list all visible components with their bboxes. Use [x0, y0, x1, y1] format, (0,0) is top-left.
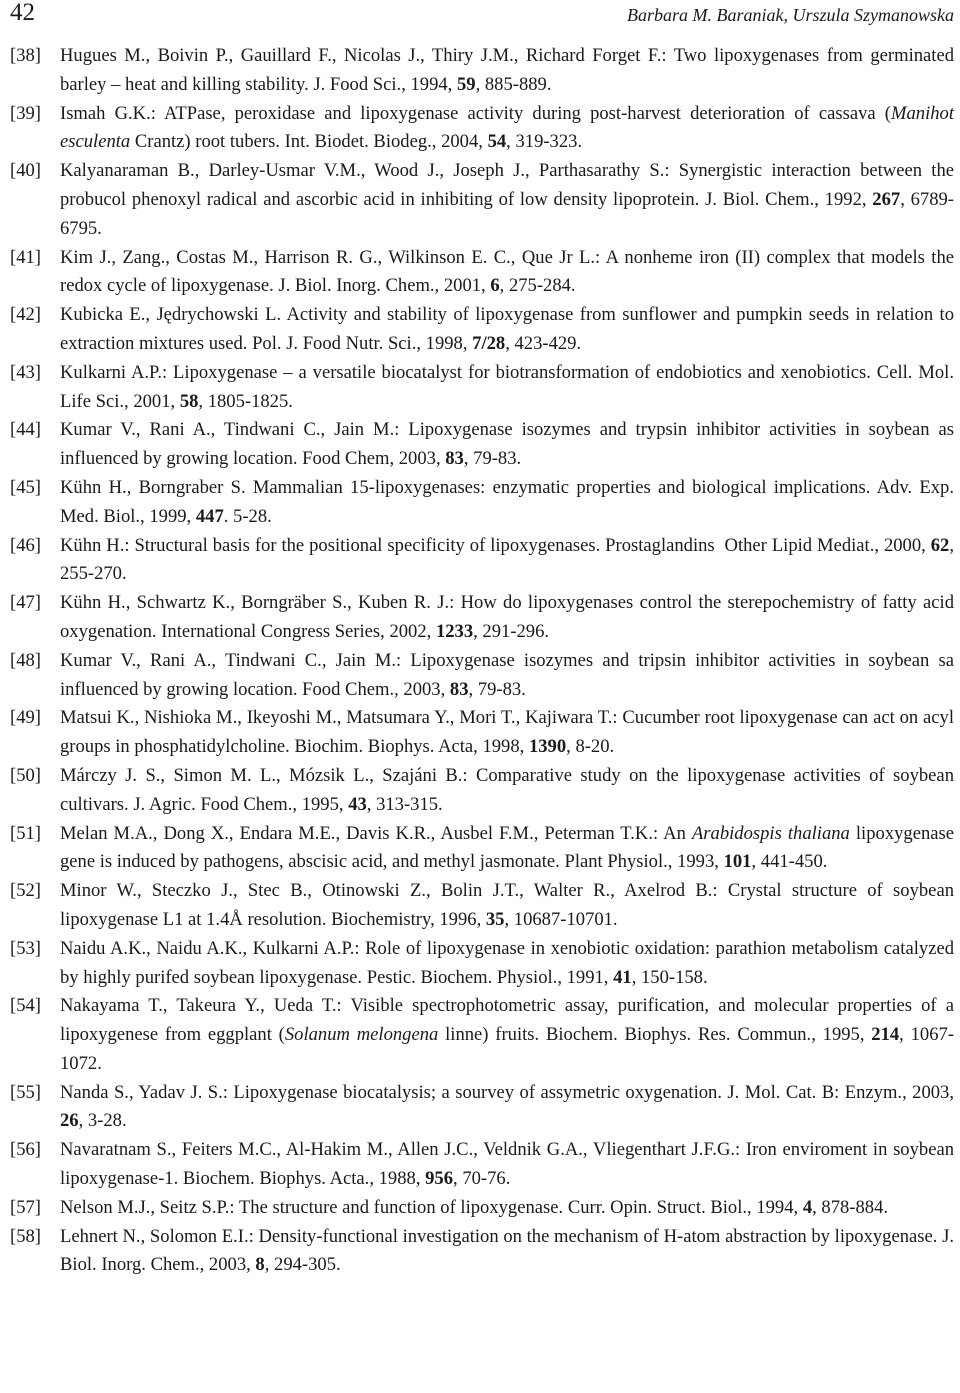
reference-segment: Nelson M.J., Seitz S.P.: The structure and function of lipoxygenase. Curr. Opin. Struct. Biol., 1994,	[60, 1196, 803, 1218]
reference-item	[10, 762, 959, 820]
reference-segment: Nanda S., Yadav J. S.: Lipoxygenase biocatalysis; a sourvey of assymetric oxygenation. J. Mol. Cat. B: Enzym., 2003,	[60, 1081, 959, 1103]
reference-item	[10, 244, 959, 302]
reference-segment: Kubicka E., Jędrychowski L. Activity and stability of lipoxygenase from sunflower and pumpkin seeds in relation to extraction mixtures used. Pol. J. Food Nutr. Sci., 1998,	[60, 304, 959, 354]
reference-number: [46]	[10, 534, 41, 556]
reference-number: [50]	[10, 764, 41, 786]
reference-volume: 83	[449, 678, 469, 700]
reference-item	[10, 416, 959, 474]
reference-number: [44]	[10, 419, 41, 441]
reference-segment: lipoxygenase gene is induced by pathogens, abscisic acid, and methyl jasmonate. Plant Physiol., 1993,	[60, 822, 959, 873]
reference-item	[10, 474, 959, 532]
reference-segment: Hugues M., Boivin P., Gauillard F., Nicolas J., Thiry J.M., Richard Forget F.: Two lipoxygenases from germinated barley – heat and killing stability. J. Food Sci., 1994,	[60, 45, 959, 95]
reference-item	[10, 157, 959, 243]
reference-volume: 54	[487, 131, 507, 153]
reference-item	[10, 1079, 959, 1137]
reference-segment: Minor W., Steczko J., Stec B., Otinowski Z., Bolin J.T., Walter R., Axelrod B.: Crystal structure of soybean lipoxygenase L1 at 1.4Å resolution. Biochemistry, 1996,	[60, 880, 959, 930]
reference-item	[10, 42, 959, 100]
reference-text	[60, 535, 959, 585]
reference-item	[10, 935, 959, 993]
reference-volume: 267	[872, 188, 901, 210]
reference-volume: 101	[723, 851, 752, 873]
reference-volume: 83	[445, 448, 464, 470]
reference-segment: , 885-889.	[475, 73, 552, 95]
reference-number: [39]	[10, 102, 41, 124]
reference-segment: Kühn H., Borngraber S. Mammalian 15-lipoxygenases: enzymatic properties and biological implications. Adv. Exp. Med. Biol., 1999,	[60, 476, 959, 527]
reference-segment: , 10687-10701.	[504, 908, 618, 930]
reference-volume: 43	[348, 793, 367, 815]
reference-volume: 8	[255, 1254, 265, 1276]
reference-text	[60, 304, 959, 354]
reference-text	[60, 1082, 959, 1132]
reference-volume: 26	[60, 1110, 79, 1132]
reference-segment: , 3-28.	[78, 1110, 127, 1132]
reference-number: [55]	[10, 1081, 41, 1103]
reference-number: [47]	[10, 592, 41, 614]
reference-segment: Ismah G.K.: ATPase, peroxidase and lipoxygenase activity during post-harvest deterioration of cassava (	[60, 102, 891, 124]
reference-segment: , 70-76.	[453, 1168, 511, 1190]
reference-volume: 214	[871, 1024, 900, 1046]
reference-number: [51]	[10, 822, 41, 844]
reference-segment: , 319-323.	[506, 131, 583, 153]
reference-segment: , 294-305.	[264, 1254, 341, 1276]
reference-text	[60, 1226, 959, 1276]
reference-text	[60, 765, 959, 815]
reference-italic-term: Manihot esculenta	[60, 102, 959, 153]
reference-list	[10, 42, 959, 1280]
reference-item	[10, 1194, 954, 1223]
reference-segment: Navaratnam S., Feiters M.C., Al-Hakim M., Allen J.C., Veldnik G.A., Vliegenthart J.F.G.: Iron enviroment in soybean lipoxygenase-1. Biochem. Biophys. Acta., 1988,	[60, 1139, 959, 1190]
reference-text	[60, 477, 959, 527]
reference-segment: , 441-450.	[751, 851, 828, 873]
reference-volume: 58	[179, 390, 199, 412]
reference-number: [41]	[10, 246, 41, 268]
reference-text	[60, 995, 959, 1074]
reference-segment: , 291-296.	[473, 620, 550, 642]
reference-item	[10, 589, 959, 647]
reference-text	[60, 45, 959, 95]
reference-segment: , 1067-1072.	[60, 1024, 954, 1074]
reference-volume: 7/28	[472, 332, 506, 354]
reference-text	[60, 938, 959, 988]
reference-volume: 1390	[528, 736, 567, 758]
reference-item	[10, 532, 959, 590]
reference-segment: linne) fruits. Biochem. Biophys. Res. Commun., 1995,	[438, 1024, 872, 1046]
reference-segment: , 275-284.	[499, 275, 576, 297]
reference-volume: 59	[456, 73, 476, 95]
reference-segment: . 5-28.	[223, 505, 272, 527]
reference-text	[60, 160, 959, 239]
reference-segment: Kulkarni A.P.: Lipoxygenase – a versatile biocatalyst for biotransformation of endobiotics and xenobiotics. Cell. Mol. Life Sci., 2001,	[60, 361, 959, 412]
reference-volume: 62	[930, 534, 950, 556]
reference-italic-term: Solanum melongena	[284, 1024, 439, 1046]
reference-segment: Melan M.A., Dong X., Endara M.E., Davis K.R., Ausbel F.M., Peterman T.K.: An	[60, 822, 692, 844]
reference-volume: 956	[425, 1168, 454, 1190]
reference-volume: 41	[613, 966, 632, 988]
reference-item	[10, 301, 959, 359]
reference-number: [52]	[10, 880, 41, 902]
reference-text	[60, 880, 959, 930]
reference-segment: Kumar V., Rani A., Tindwani C., Jain M.: Lipoxygenase isozymes and trypsin inhibitor activities in soybean as influenced by growing location. Food Chem, 2003,	[60, 419, 959, 470]
reference-segment: , 150-158.	[631, 966, 708, 988]
reference-segment: , 423-429.	[505, 332, 582, 354]
reference-segment: , 79-83.	[463, 448, 522, 470]
reference-segment: , 8-20.	[566, 736, 615, 758]
reference-item	[10, 1136, 959, 1194]
reference-segment: , 255-270.	[60, 534, 959, 585]
reference-segment: Matsui K., Nishioka M., Ikeyoshi M., Matsumara Y., Mori T., Kajiwara T.: Cucumber root lipoxygenase can act on acyl groups in phosphatidylcholine. Biochim. Biophys. Acta, 1998,	[60, 707, 959, 758]
reference-number: [57]	[10, 1196, 41, 1218]
reference-italic-term: Arabidospis thaliana	[691, 822, 850, 844]
reference-segment: Kim J., Zang., Costas M., Harrison R. G., Wilkinson E. C., Que Jr L.: A nonheme iron (II) complex that models the redox cycle of lipoxygenase. J. Biol. Inorg. Chem., 2001,	[60, 246, 959, 297]
reference-segment: Nakayama T., Takeura Y., Ueda T.: Visible spectrophotometric assay, purification, and molecular properties of a lipoxygenese from eggplant (	[60, 995, 959, 1046]
reference-text	[60, 707, 959, 757]
reference-text	[60, 823, 959, 873]
page-number: 42	[10, 0, 35, 26]
reference-text	[60, 592, 959, 642]
reference-item	[10, 647, 959, 705]
reference-number: [53]	[10, 937, 41, 959]
reference-item	[10, 820, 959, 878]
reference-item	[10, 877, 959, 935]
reference-number: [43]	[10, 361, 41, 383]
reference-text	[60, 247, 959, 297]
reference-item	[10, 704, 959, 762]
reference-text	[60, 650, 959, 700]
page-header	[10, 0, 954, 30]
reference-volume: 6	[490, 275, 500, 297]
reference-text	[60, 419, 959, 469]
reference-text	[60, 1139, 959, 1189]
reference-item	[10, 359, 959, 417]
reference-segment: , 79-83.	[468, 678, 526, 700]
reference-number: [42]	[10, 304, 41, 326]
reference-item	[10, 1223, 959, 1281]
reference-text	[60, 1197, 888, 1218]
reference-number: [56]	[10, 1139, 41, 1161]
reference-number: [38]	[10, 45, 41, 66]
reference-volume: 447	[195, 505, 224, 527]
reference-text	[60, 103, 959, 153]
reference-number: [54]	[10, 995, 41, 1017]
reference-volume: 4	[802, 1196, 813, 1218]
reference-segment: Kumar V., Rani A., Tindwani C., Jain M.: Lipoxygenase isozymes and tripsin inhibitor activities in soybean sa influenced by growing location. Food Chem., 2003,	[60, 649, 959, 700]
reference-segment: Márczy J. S., Simon M. L., Mózsik L., Szajáni B.: Comparative study on the lipoxygenase activities of soybean cultivars. J. Agric. Food Chem., 1995,	[60, 764, 959, 815]
reference-segment: Lehnert N., Solomon E.I.: Density-functional investigation on the mechanism of H-atom abstraction by lipoxygenase. J. Biol. Inorg. Chem., 2003,	[60, 1225, 959, 1276]
reference-segment: Kalyanaraman B., Darley-Usmar V.M., Wood J., Joseph J., Parthasarathy S.: Synergistic interaction between the probucol phenoxyl radical and ascorbic acid in inhibiting of low density lipoprotein. J. Biol. Chem., 1992,	[60, 160, 959, 210]
reference-number: [45]	[10, 476, 41, 498]
reference-segment: Kühn H., Schwartz K., Borngräber S., Kuben R. J.: How do lipoxygenases control the sterepochemistry of fatty acid oxygenation. International Congress Series, 2002,	[60, 592, 959, 642]
reference-segment: Naidu A.K., Naidu A.K., Kulkarni A.P.: Role of lipoxygenase in xenobiotic oxidation: parathion metabolism catalyzed by highly purifed soybean lipoxygenase. Pestic. Biochem. Physiol., 1991,	[60, 937, 959, 988]
reference-item	[10, 992, 959, 1078]
reference-segment: , 878-884.	[812, 1196, 889, 1218]
reference-segment: Kühn H.: Structural basis for the positional specificity of lipoxygenases. Prostaglandins Other Lipid Mediat., 2000,	[60, 534, 931, 556]
running-head-authors: Barbara M. Baraniak, Urszula Szymanowska	[627, 5, 954, 25]
reference-number: [40]	[10, 160, 41, 182]
reference-volume: 35	[485, 908, 505, 930]
reference-item	[10, 100, 959, 158]
reference-segment: , 313-315.	[366, 793, 443, 815]
reference-volume: 1233	[435, 620, 474, 642]
reference-segment: , 6789-6795.	[60, 188, 954, 239]
reference-text	[60, 362, 959, 412]
reference-number: [49]	[10, 707, 41, 729]
reference-segment: Crantz) root tubers. Int. Biodet. Biodeg., 2004,	[130, 131, 488, 153]
reference-number: [58]	[10, 1225, 41, 1247]
reference-number: [48]	[10, 649, 41, 671]
reference-segment: , 1805-1825.	[198, 390, 293, 412]
